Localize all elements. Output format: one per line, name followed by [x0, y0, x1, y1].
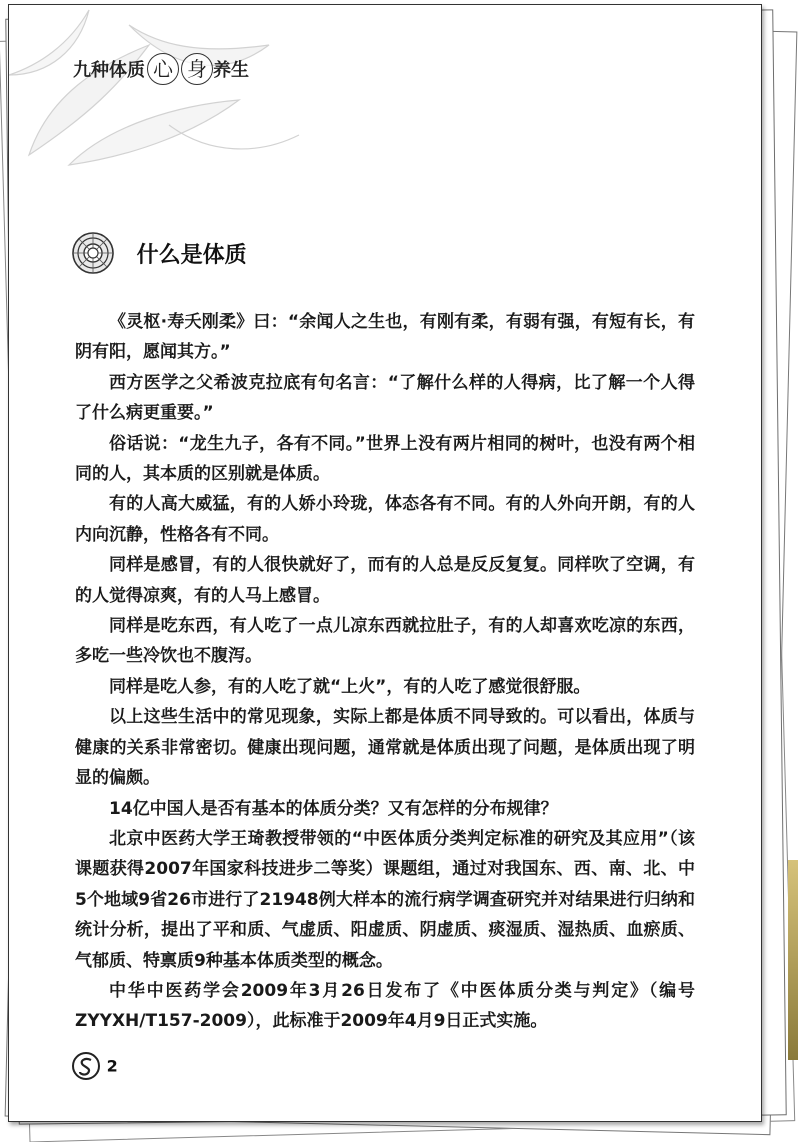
header-text-right: 养生	[213, 60, 249, 81]
section-title: 什么是体质	[136, 242, 247, 268]
paragraph: 北京中医药大学王琦教授带领的“中医体质分类判定标准的研究及其应用”（该课题获得2007年国家科技进步二等奖）课题组，通过对我国东、西、南、北、中5个地域9省26市进行了21948例大样本的流行病学调查研究并对结果进行归纳和统计分析，提出了平和质、气虚质、阳虚质、阴虚质、痰湿质、湿热质、血瘀质、气郁质、特禀质9种基本体质类型的概念。	[75, 828, 695, 971]
paragraph: 西方医学之父希波克拉底有句名言：“了解什么样的人得病，比了解一个人得了什么病更重要。”	[75, 372, 695, 424]
header-circle-char-1: 心	[147, 53, 179, 85]
page-footer	[71, 1051, 118, 1081]
running-header	[73, 53, 249, 85]
paragraph: 同样是感冒，有的人很快就好了，而有的人总是反反复复。同样吹了空调，有的人觉得凉爽，有的人马上感冒。	[75, 555, 695, 606]
body-text	[75, 307, 695, 1037]
paragraph: 《灵枢·寿夭刚柔》曰：“余闻人之生也，有刚有柔，有弱有强，有短有长，有阴有阳，愿闻其方。”	[75, 312, 695, 363]
header-circle-char-2: 身	[181, 53, 213, 85]
section-heading	[71, 231, 247, 275]
paragraph: 以上这些生活中的常见现象，实际上都是体质不同导致的。可以看出，体质与健康的关系非常密切。健康出现问题，通常就是体质出现了问题，是体质出现了明显的偏颇。	[75, 707, 695, 789]
paragraph: 中华中医药学会2009年3月26日发布了《中医体质分类与判定》（编号ZYYXH/T157-2009），此标准于2009年4月9日正式实施。	[75, 980, 695, 1032]
knot-ornament-icon	[71, 231, 115, 275]
header-text-left: 九种体质	[73, 60, 145, 81]
book-page	[8, 4, 762, 1122]
paragraph: 同样是吃人参，有的人吃了就“上火”，有的人吃了感觉很舒服。	[109, 676, 591, 697]
page-number: 2	[106, 1056, 118, 1076]
paragraph: 同样是吃东西，有人吃了一点儿凉东西就拉肚子，有的人却喜欢吃凉的东西，多吃一些冷饮也不腹泻。	[75, 616, 695, 667]
flower-decoration-icon	[9, 5, 309, 175]
paragraph: 14亿中国人是否有基本的体质分类？又有怎样的分布规律？	[109, 798, 558, 819]
book-edge-gold	[788, 860, 798, 1060]
paragraph: 俗话说：“龙生九子，各有不同。”世界上没有两片相同的树叶，也没有两个相同的人，其本质的区别就是体质。	[75, 433, 695, 485]
page-ornament-icon	[71, 1051, 101, 1081]
paragraph: 有的人高大威猛，有的人娇小玲珑，体态各有不同。有的人外向开朗，有的人内向沉静，性格各有不同。	[75, 494, 695, 545]
